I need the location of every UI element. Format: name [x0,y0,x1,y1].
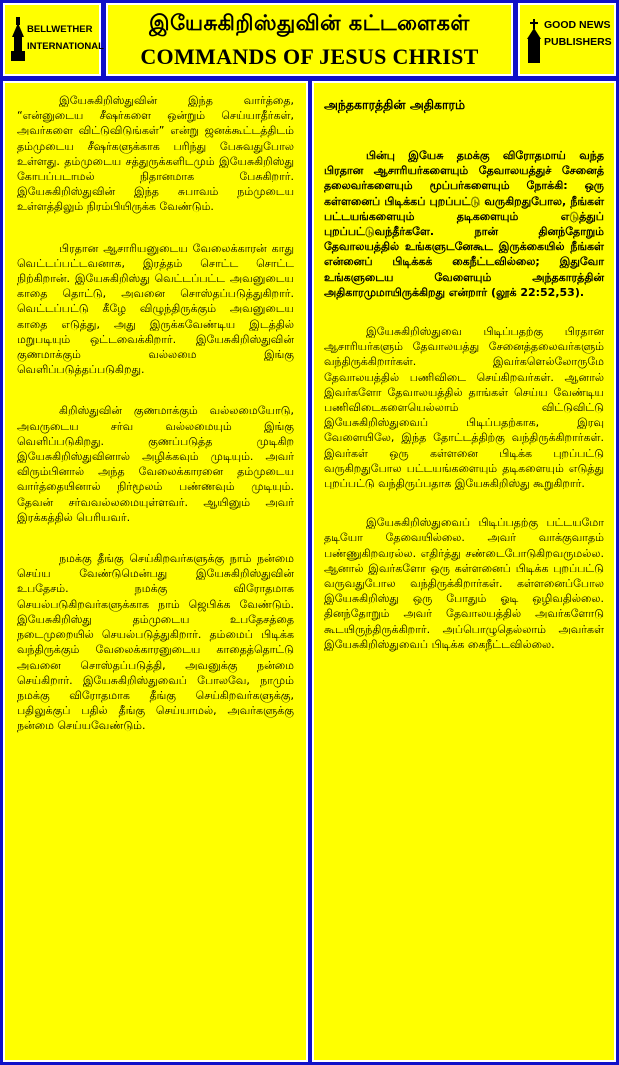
left-paragraph-3: கிறிஸ்துவின் குணமாக்கும் வல்லமையோடு, அவருடைய சர்வ வல்லமையும் இங்கு வெளிப்படுகிறது. குணப்படுத்த முடிகிற இயேசுகிறிஸ்துவினால் அழிக்கவும் முடியும். அவர் விரும்பினால் அந்த வேலைக்காரனை தம்முடைய வார்த்தையினால் நிர்மூலம் பண்ணவும் முடியும். தேவன் சர்வவல்லமையுள்ளவர். ஆயினும் அவர் இரக்கத்தில் பெரியவர். [17,404,294,524]
good-news-wordmark [544,17,612,51]
good-news-logo [518,3,616,76]
header-title-box [106,3,513,76]
left-paragraph-2: பிரதான ஆசாரியனுடைய வேலைக்காரன் காது வெட்டப்பட்டவனாக, இரத்தம் சொட்ட சொட்ட நிற்கிறான். இயேசுகிறிஸ்து வெட்டப்பட்ட அவனுடைய காதை தொட்டு, அவனை சொஸ்தப்படுத்துகிறார். வெட்டப்பட்டு கீழே விழுந்திருக்கும் அவனுடைய காதை எடுத்து, அது இருக்கவேண்டிய இடத்தில் மறுபடியும் ஒட்டவைக்கிறார். இயேசுகிறிஸ்துவின் குணமாக்கும் வல்லமை இங்கு வெளிப்படுத்தப்படுகிறது. [17,241,294,377]
bellwether-wordmark [27,21,104,55]
section-heading: அந்தகாரத்தின் அதிகாரம் [324,97,466,112]
title-tamil: இயேசுகிறிஸ்துவின் கட்டளைகள் [149,11,470,35]
good-news-line2: PUBLISHERS [544,36,612,48]
bellwether-line1: BELLWETHER [27,24,93,35]
right-column [312,81,616,1062]
bellwether-icon [11,17,25,61]
left-paragraph-1: இயேசுகிறிஸ்துவின் இந்த வார்த்தை, “என்னுடைய சீஷர்களை ஒன்றும் செய்யாதீர்கள், அவர்களை விட்டுவிடுங்கள்” என்று ஜனக்கூட்டத்திடம் தம்முடைய சீஷர்களுக்காக பரிந்து பேசுவதுபோல உள்ளது. தம்முடைய சத்துருக்களிடமும் இயேசுகிறிஸ்து கோபப்படாமல் நிதானமாக பேசுகிறார். இயேசுகிறிஸ்துவின் இந்த சுபாவம் நம்முடைய உள்ளத்திலும் நிரம்பியிருக்க வேண்டும். [17,94,294,214]
good-news-line1: GOOD NEWS [544,19,611,31]
bellwether-logo [3,3,104,76]
left-paragraph-4: நமக்கு தீங்கு செய்கிறவர்களுக்கு நாம் நன்மை செய்ய வேண்டுமென்பது இயேசுகிறிஸ்துவின் உபதேசம். நமக்கு விரோதமாக செயல்படுகிறவர்களுக்காக நாம் ஜெபிக்க வேண்டும். இயேசுகிறிஸ்து தம்முடைய உபதேசத்தை நடைமுறையில் செயல்படுத்துகிறார். தம்மைப் பிடிக்க வந்திருக்கும் வேலைக்காரனுடைய காதைத்தொட்டு அவனை சொஸ்தப்படுத்தி, அவனுக்கு நன்மை செய்கிறார். இயேசுகிறிஸ்துவைப் போலவே, நாமும் நமக்கு விரோதமாக தீங்கு செய்கிறவர்களுக்கு, பதிலுக்குப் பதில் தீங்கு செய்யாமல், அவர்களுக்கு நன்மை செய்யவேண்டும். [17,552,294,733]
left-column [3,81,308,1062]
church-icon [526,19,542,63]
scripture-quote: பின்பு இயேசு தமக்கு விரோதமாய் வந்த பிரதான ஆசாரியர்களையும் தேவாலயத்துச் சேனைத் தலைவர்களையும் மூப்பர்களையும் நோக்கி: ஒரு கள்ளனைப் பிடிக்கப் புறப்பட்டு வருகிறதுபோல, நீங்கள் பட்டயங்களையும் தடிகளையும் எடுத்துப் புறப்பட்டுவந்தீர்களே. நான் தினந்தோறும் தேவாலயத்தில் உங்களுடனேகூட இருக்கையில் நீங்கள் என்னைப் பிடிக்கக் கைநீட்டவில்லை; இதுவோ உங்களுடைய வேளையும் அந்தகாரத்தின் அதிகாரமுமாயிருக்கிறது என்றார் (லூக் 22:52,53). [324,149,604,299]
right-paragraph-1: இயேசுகிறிஸ்துவை பிடிப்பதற்கு பிரதான ஆசாரியர்களும் தேவாலயத்து சேனைத்தலைவர்களும் வந்திருக்கிறார்கள். இவர்களெல்லோருமே தேவாலயத்தில் பணிவிடை செய்கிறவர்கள். ஆனால் இவர்களோ தேவாலயத்தில் தாங்கள் செய்ய வேண்டிய பணிவிடைகளையெல்லாம் விட்டுவிட்டு இயேசுகிறிஸ்துவைப் பிடிப்பதற்காக, இரவு வேளையிலே, இந்த தோட்டத்திற்கு வந்திருக்கிறார்கள். இவர்கள் ஒரு கள்ளனை பிடிக்க புறப்பட்டு வருகிறதுபோல பட்டயங்களையும் தடிகளையும் எடுத்து புறப்பட்டு வந்திருப்பதாக இயேசுகிறிஸ்து கூறுகிறார். [324,325,604,491]
right-paragraph-2: இயேசுகிறிஸ்துவைப் பிடிப்பதற்கு பட்டயமோ தடியோ தேவையில்லை. அவர் வாக்குவாதம் பண்ணுகிறவரல்ல. எதிர்த்து சண்டைபோடுகிறவருமல்ல. ஆனால் இவர்களோ ஒரு கள்ளனைப் பிடிக்க புறப்பட்டு வருவதுபோல வந்திருக்கிறார்கள். கள்ளனைப்போல இயேசுகிறிஸ்து ஒரு போதும் ஓடி ஒழிவதில்லை. தினந்தோறும் அவர் தேவாலயத்தில் அவர்களோடு கூடயிருந்திருக்கிறார். அப்பொழுதெல்லாம் அவர்கள் இயேசுகிறிஸ்துவைப் பிடிக்க கைநீட்டவில்லை. [324,516,604,651]
bellwether-line2: INTERNATIONAL [27,41,104,52]
title-english: COMMANDS OF JESUS CHRIST [140,44,479,69]
